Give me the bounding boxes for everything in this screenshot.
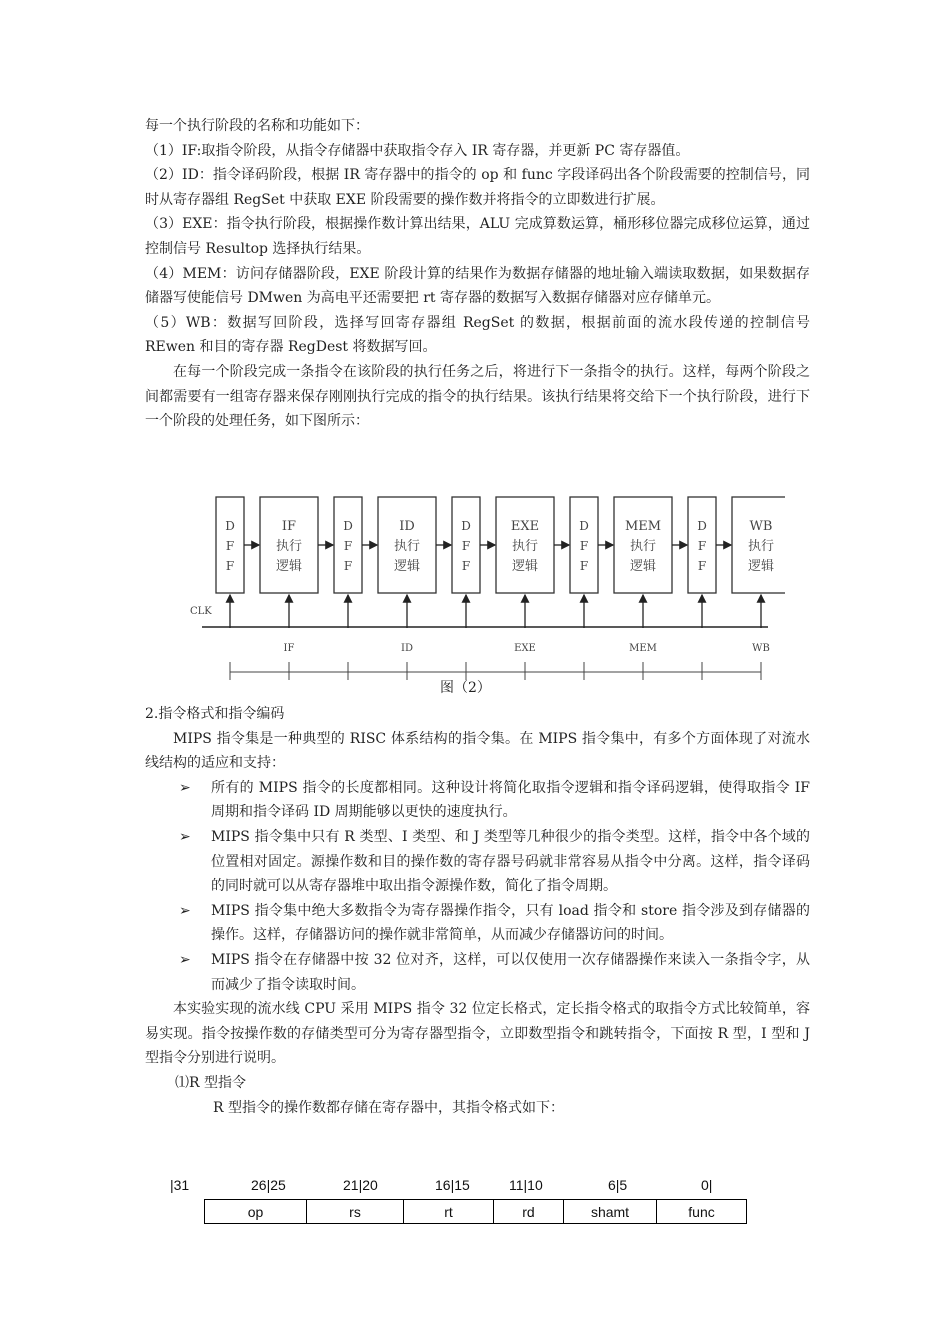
intro-line: 每一个执行阶段的名称和功能如下： bbox=[145, 118, 369, 134]
stage-logic-block bbox=[496, 497, 554, 593]
logic-block-text: WB bbox=[749, 519, 773, 534]
arrow-bullet-icon: ➢ bbox=[179, 902, 191, 919]
stage-label: IF bbox=[283, 643, 295, 654]
field-shamt: shamt bbox=[564, 1200, 657, 1224]
arrow-bullet-icon: ➢ bbox=[179, 779, 191, 796]
dff-letter: D bbox=[579, 519, 589, 533]
bullet-list bbox=[145, 776, 810, 997]
stage-wb: （5）WB：数据写回阶段，选择写回寄存器组 RegSet 的数据，根据前面的流水段传递的控制信号 REwen 和目的寄存器 RegDest 将数据写回。 bbox=[145, 314, 810, 356]
dff-register bbox=[688, 497, 716, 593]
logic-block-text: EXE bbox=[510, 519, 540, 534]
logic-block-text: 逻辑 bbox=[275, 559, 303, 574]
list-item: ➢ 所有的 MIPS 指令的长度都相同。这种设计将简化取指令逻辑和指令译码逻辑，使得取指令 IF 周期和指令译码 ID 周期能够以更快的速度执行。 bbox=[145, 776, 810, 825]
stage-id: （2）ID：指令译码阶段，根据 IR 寄存器中的指令的 op 和 func 字段译码出各个阶段需要的控制信号，同时从寄存器组 RegSet 中获取 EXE 阶段需要的操作数并将指令的立即数进行扩展。 bbox=[145, 167, 810, 208]
logic-block-text: 逻辑 bbox=[747, 559, 775, 574]
dff-letter: D bbox=[697, 519, 707, 533]
section-title: 2.指令格式和指令编码 bbox=[145, 706, 285, 722]
dff-register bbox=[570, 497, 598, 593]
stage-mem: （4）MEM：访问存储器阶段，EXE 阶段计算的结果作为数据存储器的地址输入端读取数据，如果数据存储器写使能信号 DMwen 为高电平还需要把 rt 寄存器的数据写入数据存储器对应存储单元。 bbox=[145, 265, 810, 307]
bit-position-labels bbox=[170, 1177, 750, 1197]
r-type-heading: ⑴R 型指令 bbox=[175, 1074, 246, 1091]
dff-register bbox=[334, 497, 362, 593]
dff-letter: F bbox=[579, 559, 589, 573]
field-rd: rd bbox=[494, 1200, 564, 1224]
logic-block-text: 逻辑 bbox=[511, 559, 539, 574]
arrow-bullet-icon: ➢ bbox=[179, 951, 191, 968]
dff-letter: F bbox=[343, 559, 353, 573]
mips-paragraph: MIPS 指令集是一种典型的 RISC 体系结构的指令集。在 MIPS 指令集中，有多个方面体现了对流水线结构的适应和支持： bbox=[145, 730, 810, 772]
stage-labels bbox=[284, 643, 770, 654]
pipeline-blocks bbox=[216, 497, 785, 628]
dff-register bbox=[452, 497, 480, 593]
logic-block-text: 逻辑 bbox=[629, 559, 657, 574]
dff-letter: F bbox=[225, 539, 235, 553]
document-body-2 bbox=[145, 702, 810, 1120]
list-item: ➢ MIPS 指令集中只有 R 类型、I 类型、和 J 类型等几种很少的指令类型。这样，指令中各个域的位置相对固定。源操作数和目的操作数的寄存器号码就非常容易从指令中分离。这样，指令译码的同时就可以从寄存器堆中取出指令源操作数，简化了指令周期。 bbox=[145, 825, 810, 899]
document-body bbox=[145, 114, 810, 434]
stage-logic-block bbox=[732, 497, 785, 593]
dff-letter: D bbox=[225, 519, 235, 533]
list-item: ➢ MIPS 指令集中绝大多数指令为寄存器操作指令，只有 load 指令和 store 指令涉及到存储器的操作。这样，存储器访问的操作就非常简单，从而减少存储器访问的时间。 bbox=[145, 899, 810, 948]
dff-register bbox=[216, 497, 244, 593]
r-type-description: R 型指令的操作数都存储在寄存器中，其指令格式如下： bbox=[213, 1099, 564, 1116]
table-row bbox=[205, 1200, 747, 1224]
field-op: op bbox=[205, 1200, 307, 1224]
stage-logic-block bbox=[614, 497, 672, 593]
list-item: ➢ MIPS 指令在存储器中按 32 位对齐，这样，可以仅使用一次存储器操作来读入一条指令字，从而减少了指令读取时间。 bbox=[145, 948, 810, 997]
dff-letter: F bbox=[461, 559, 471, 573]
bit-label: 16|15 bbox=[435, 1177, 470, 1193]
dff-letter: F bbox=[343, 539, 353, 553]
dff-letter: F bbox=[461, 539, 471, 553]
field-rt: rt bbox=[404, 1200, 494, 1224]
dff-letter: F bbox=[225, 559, 235, 573]
stage-logic-block bbox=[378, 497, 436, 593]
bit-label: 11|10 bbox=[509, 1177, 543, 1193]
logic-block-text: IF bbox=[281, 519, 297, 534]
dff-letter: D bbox=[461, 519, 471, 533]
clk-label: CLK bbox=[190, 606, 212, 617]
dff-letter: F bbox=[697, 539, 707, 553]
logic-block-text: MEM bbox=[624, 519, 662, 534]
bit-label: 21|20 bbox=[343, 1177, 378, 1193]
stage-label: MEM bbox=[629, 643, 657, 654]
bit-label: |31 bbox=[170, 1177, 190, 1193]
timeline-ticks bbox=[230, 662, 761, 680]
cpu-paragraph: 本实验实现的流水线 CPU 采用 MIPS 指令 32 位定长格式，定长指令格式的取指令方式比较简单，容易实现。指令按操作数的存储类型可分为寄存器型指令，立即数型指令和跳转指令，下面按 R 型，I 型和 J 型指令分别进行说明。 bbox=[145, 1001, 810, 1067]
stage-logic-block bbox=[260, 497, 318, 593]
dff-letter: F bbox=[579, 539, 589, 553]
logic-block-text: 执行 bbox=[747, 539, 775, 554]
dff-letter: D bbox=[343, 519, 353, 533]
pipeline-diagram bbox=[185, 490, 785, 700]
logic-block-text: ID bbox=[399, 519, 415, 534]
logic-block-text: 执行 bbox=[275, 539, 303, 554]
bit-label: 6|5 bbox=[608, 1177, 628, 1193]
stage-exe: （3）EXE：指令执行阶段，根据操作数计算出结果，ALU 完成算数运算，桶形移位器完成移位运算，通过控制信号 Resultop 选择执行结果。 bbox=[145, 216, 810, 257]
field-func: func bbox=[657, 1200, 747, 1224]
stage-if: （1）IF:取指令阶段，从指令存储器中获取指令存入 IR 寄存器，并更新 PC 寄存器值。 bbox=[145, 142, 690, 159]
bit-label: 0| bbox=[701, 1177, 713, 1193]
bit-label: 26|25 bbox=[251, 1177, 286, 1193]
stage-label: ID bbox=[401, 643, 413, 654]
r-type-format-table bbox=[204, 1199, 747, 1224]
logic-block-text: 逻辑 bbox=[393, 559, 421, 574]
stage-label: EXE bbox=[514, 643, 536, 654]
logic-block-text: 执行 bbox=[393, 539, 421, 554]
pipeline-paragraph: 在每一个阶段完成一条指令在该阶段的执行任务之后，将进行下一条指令的执行。这样，每两个阶段之间都需要有一组寄存器来保存刚刚执行完成的指令的执行结果。该执行结果将交给下一个执行阶段，进行下一个阶段的处理任务，如下图所示： bbox=[145, 363, 810, 430]
figure-caption: 图（2） bbox=[440, 680, 491, 696]
arrow-bullet-icon: ➢ bbox=[179, 828, 191, 845]
stage-label: WB bbox=[752, 643, 770, 654]
dff-letter: F bbox=[697, 559, 707, 573]
field-rs: rs bbox=[307, 1200, 404, 1224]
logic-block-text: 执行 bbox=[629, 539, 657, 554]
logic-block-text: 执行 bbox=[511, 539, 539, 554]
